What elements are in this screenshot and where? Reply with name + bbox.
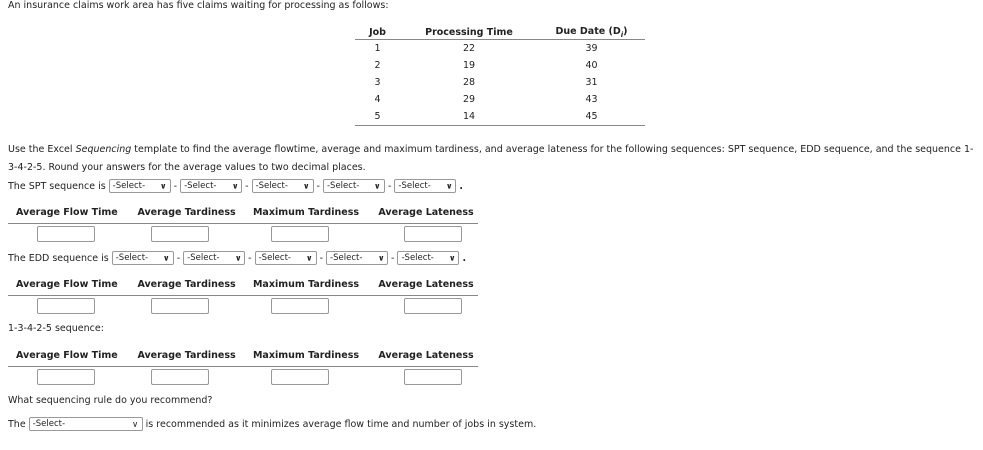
custom-max-tardiness-input[interactable] — [271, 369, 329, 385]
edd-select-2[interactable]: -Select- ∧ — [183, 251, 245, 265]
table-row: 4 29 43 — [374, 94, 598, 105]
edd-sequence-row: The EDD sequence is -Select- ∧ - -Select- ∧ - -Select- ∧ - -Select- ∧ - -Select- ∧ . — [8, 252, 467, 264]
spt-avg-lateness-input[interactable] — [404, 226, 462, 242]
spt-select-1[interactable]: -Select- ∧ — [109, 179, 171, 193]
chevron-down-icon: ∧ — [306, 253, 313, 263]
chevron-down-icon: ∧ — [163, 253, 170, 263]
instructions: Use the Excel Sequencing template to find the average flowtime, average and maximum tardiness, and average lateness for the following sequences: SPT sequence, EDD sequence, and the sequence 1-3-4-2-5. Round your answers for the average values to two decimal places. — [8, 144, 974, 173]
question-text: What sequencing rule do you recommend? — [8, 395, 213, 406]
edd-label: The EDD sequence is — [8, 252, 109, 264]
chevron-down-icon: ∧ — [231, 181, 239, 191]
custom-avg-flow-input[interactable] — [37, 369, 95, 385]
spt-results-header: Average Flow Time Average Tardiness Maximum Tardiness Average Lateness — [8, 207, 478, 224]
recommend-suffix: is recommended as it minimizes average flow time and number of jobs in system. — [145, 418, 537, 430]
spt-select-5[interactable]: -Select- ∧ — [394, 179, 456, 193]
spt-select-2[interactable]: -Select- ∧ — [180, 179, 242, 193]
edd-select-1[interactable]: -Select- ∧ — [112, 251, 174, 265]
edd-avg-flow-input[interactable] — [37, 298, 95, 314]
edd-results-header: Average Flow Time Average Tardiness Maximum Tardiness Average Lateness — [8, 279, 478, 296]
chevron-down-icon: ∧ — [160, 181, 167, 191]
edd-select-5[interactable]: -Select- ∧ — [397, 251, 459, 265]
custom-results-header: Average Flow Time Average Tardiness Maximum Tardiness Average Lateness — [8, 350, 478, 367]
header-processing-time: Processing Time — [400, 26, 538, 40]
spt-avg-tardiness-input[interactable] — [151, 226, 209, 242]
chevron-down-icon: ∧ — [374, 181, 381, 191]
edd-select-3[interactable]: -Select- ∧ — [255, 251, 317, 265]
claims-table — [355, 26, 645, 126]
spt-select-3[interactable]: -Select- ∧ — [252, 179, 314, 193]
spt-sequence-row: The SPT sequence is -Select- ∧ - -Select- ∧ - -Select- ∧ - -Select- ∧ - -Select- ∧ . — [8, 180, 464, 192]
chevron-down-icon: ∧ — [448, 253, 456, 263]
spt-select-4[interactable]: -Select- ∧ — [323, 179, 385, 193]
spt-avg-flow-input[interactable] — [37, 226, 95, 242]
chevron-down-icon: ∧ — [303, 181, 310, 191]
recommend-row — [8, 415, 536, 433]
table-row: 1 22 39 — [374, 43, 598, 54]
edd-avg-lateness-input[interactable] — [404, 298, 462, 314]
chevron-down-icon: ∧ — [445, 181, 453, 191]
edd-select-4[interactable]: -Select- ∧ — [326, 251, 388, 265]
chevron-down-icon: ∧ — [132, 419, 139, 429]
rule-select[interactable]: -Select- ∧ — [29, 417, 143, 431]
spt-label: The SPT sequence is — [8, 180, 106, 192]
recommend-prefix: The — [8, 418, 26, 430]
chevron-down-icon: ∧ — [377, 253, 385, 263]
chevron-down-icon: ∧ — [234, 253, 242, 263]
table-row: 5 14 45 — [355, 108, 645, 126]
custom-sequence-label: 1-3-4-2-5 sequence: — [8, 323, 104, 334]
header-due-date: Due Date $(D_i)$ — [538, 26, 645, 40]
table-row: 3 28 31 — [374, 77, 598, 88]
edd-avg-tardiness-input[interactable] — [151, 298, 209, 314]
edd-max-tardiness-input[interactable] — [271, 298, 329, 314]
spt-max-tardiness-input[interactable] — [271, 226, 329, 242]
custom-avg-lateness-input[interactable] — [404, 369, 462, 385]
table-row: 2 19 40 — [374, 60, 598, 71]
custom-avg-tardiness-input[interactable] — [151, 369, 209, 385]
header-job: Job — [355, 26, 400, 40]
intro-text: An insurance claims work area has five claims waiting for processing as follows: — [8, 0, 389, 11]
